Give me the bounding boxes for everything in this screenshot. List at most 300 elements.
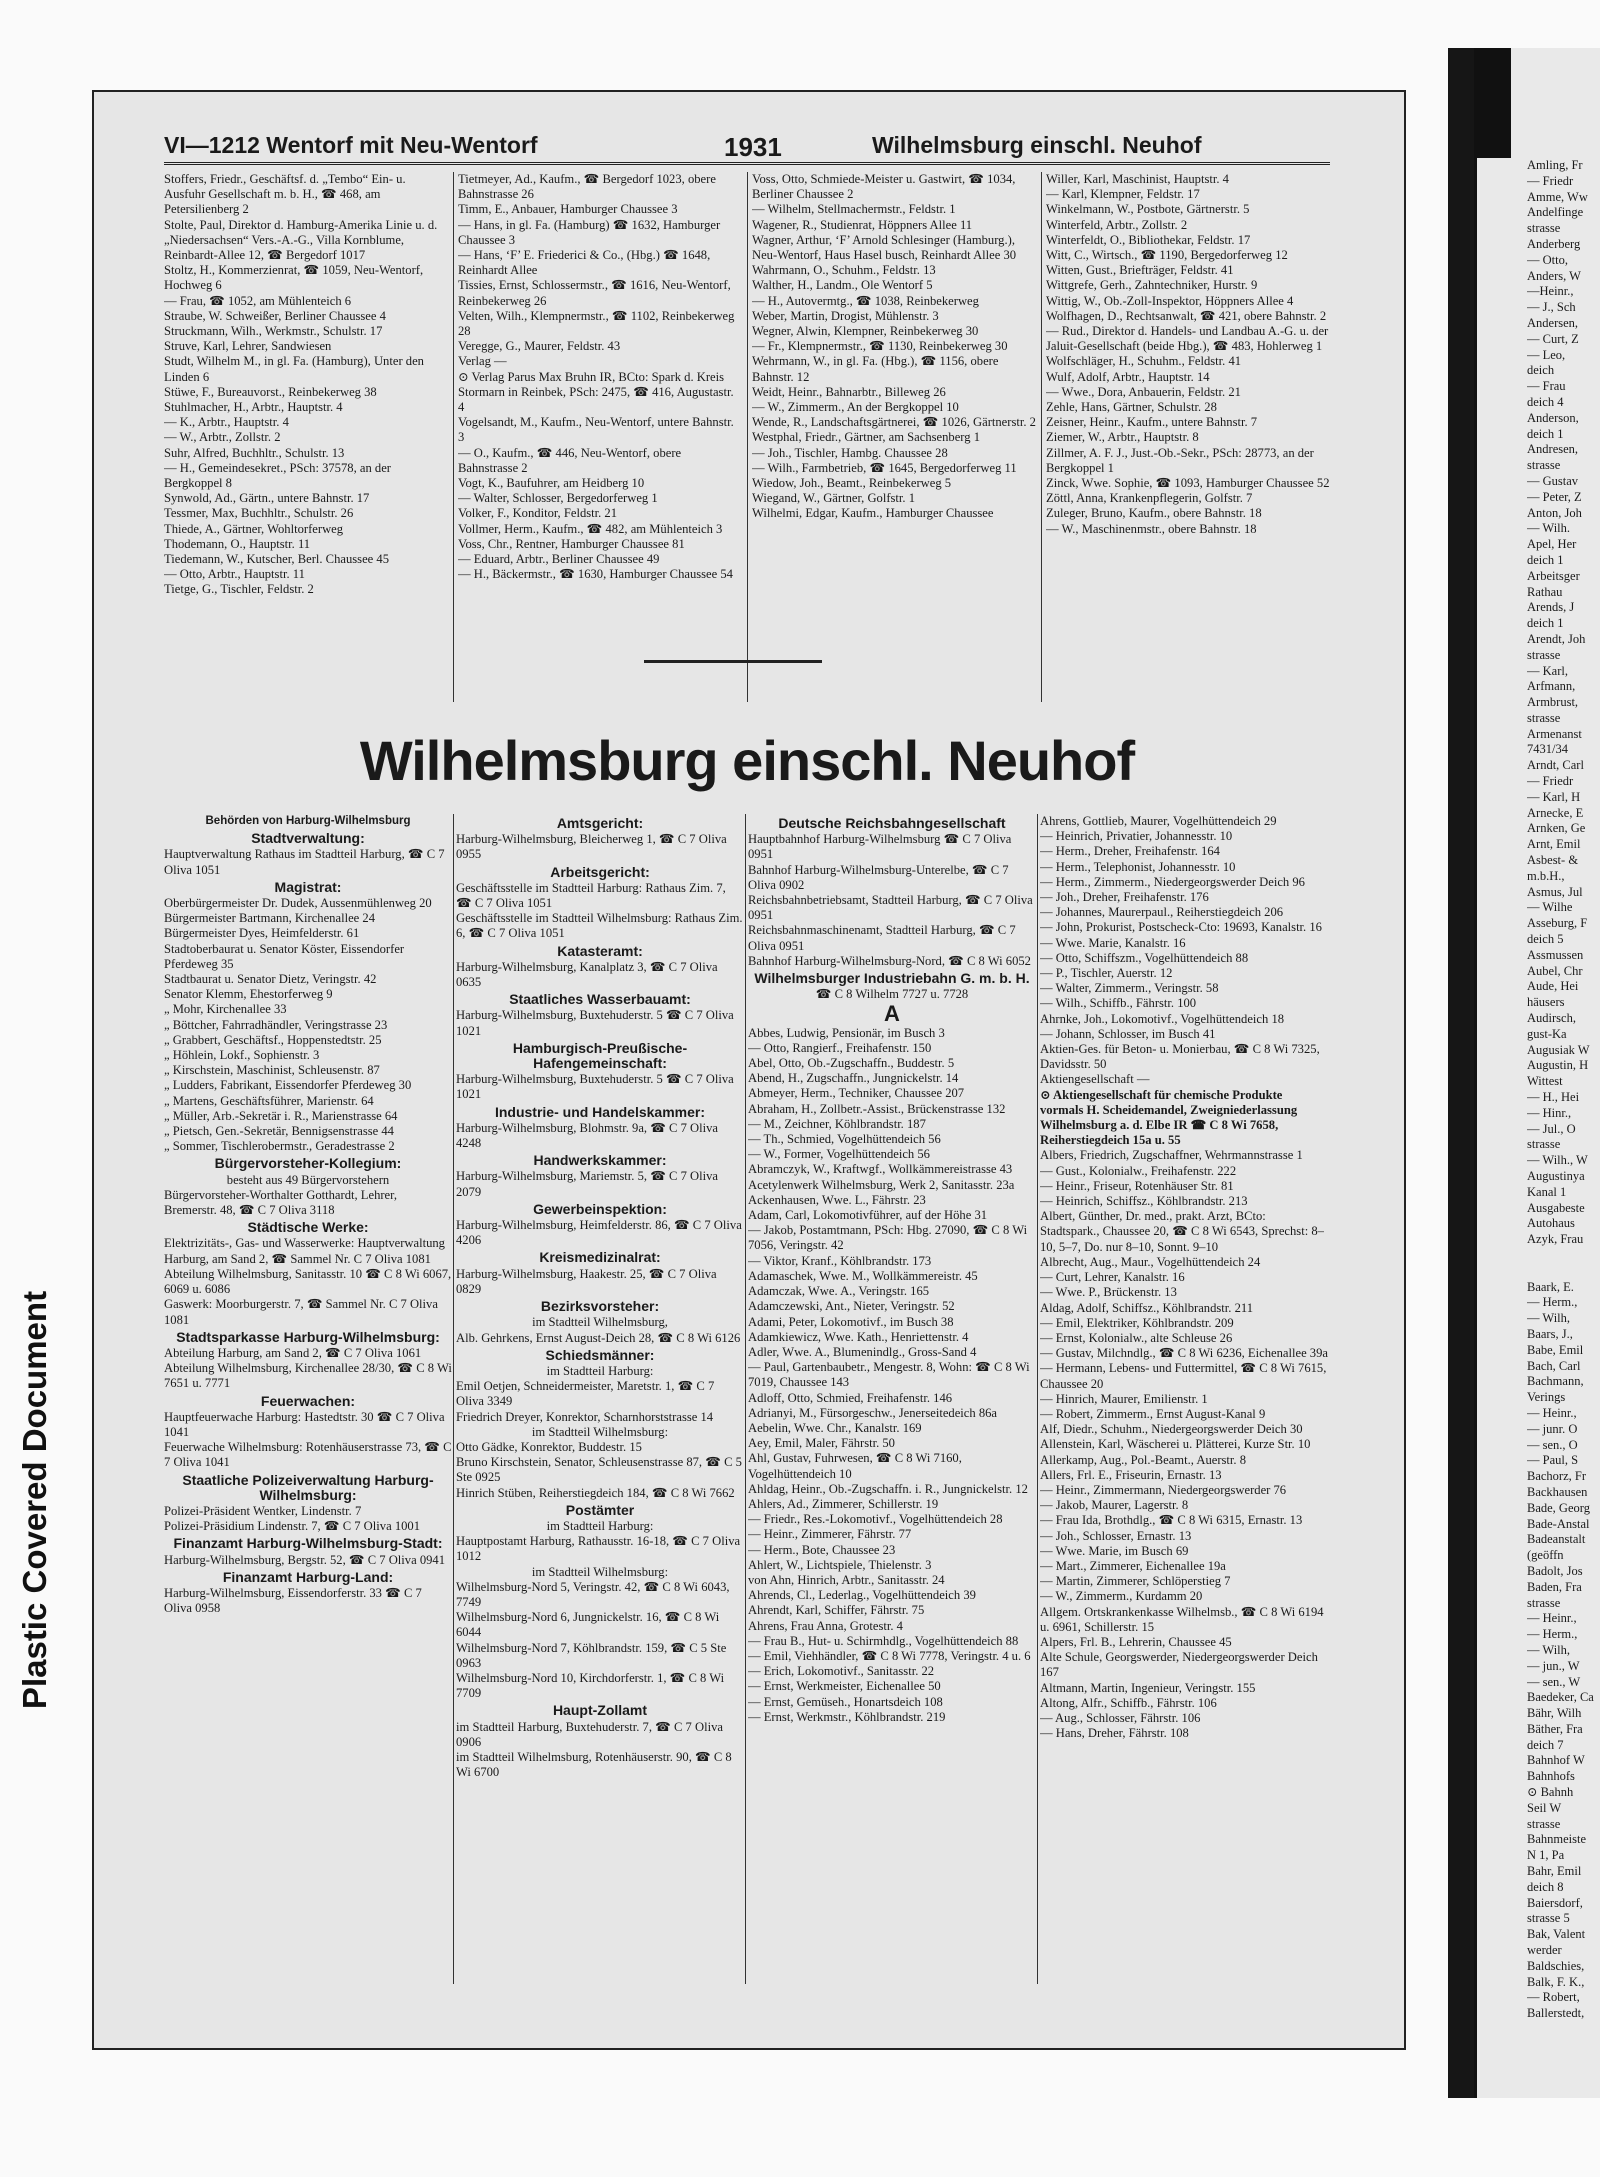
directory-entry: — John, Prokurist, Postscheck-Cto: 19693, Kanalstr. 16 xyxy=(1040,920,1322,935)
directory-entry: Struckmann, Wilh., Werkmstr., Schulstr. 17 xyxy=(164,324,383,339)
next-page-fragment: — Hinr., xyxy=(1527,1105,1572,1120)
next-page-fragment: werder xyxy=(1527,1943,1562,1958)
directory-entry: Harburg-Wilhelmsburg, Heimfelderstr. 86, ☎ C 7 Oliva 4206 xyxy=(456,1218,742,1248)
directory-entry: — Gust., Kolonialw., Freihafenstr. 222 xyxy=(1040,1163,1237,1178)
directory-entry: „ Martens, Geschäftsführer, Marienstr. 64 xyxy=(164,1093,374,1108)
directory-entry: — Curt, Lehrer, Kanalstr. 16 xyxy=(1040,1270,1185,1285)
book-spine xyxy=(1448,48,1474,2098)
directory-entry: Voss, Otto, Schmiede-Meister u. Gastwirt, ☎ 1034, Berliner Chaussee 2 xyxy=(752,172,1016,202)
next-page-fragment: strasse xyxy=(1527,1816,1561,1831)
directory-entry: Velten, Wilh., Klempnermstr., ☎ 1102, Reinbekerweg 28 xyxy=(458,308,735,339)
next-page-fragment xyxy=(1527,1264,1600,1280)
directory-entry: — Wwe. Marie, Kanalstr. 16 xyxy=(1040,935,1186,950)
page-content xyxy=(92,90,1406,2050)
directory-entry: Harburg-Wilhelmsburg, Buxtehuderstr. 5 ☎ C 7 Oliva 1021 xyxy=(456,1072,734,1102)
column-divider xyxy=(453,172,454,702)
directory-entry: — Hermann, Lebens- und Futtermittel, ☎ C 8 Wi 7615, Chaussee 20 xyxy=(1040,1361,1327,1391)
directory-entry: Winterfeld, Arbtr., Zollstr. 2 xyxy=(1046,217,1188,232)
directory-entry: — Emil, Viehhändler, ☎ C 8 Wi 7778, Veringstr. 4 u. 6 xyxy=(748,1648,1031,1663)
next-page-fragment: — Friedr xyxy=(1527,774,1574,789)
next-page-fragment: Bade-Anstal xyxy=(1527,1516,1590,1531)
highlighted-entry: ⊙ Aktiengesellschaft für chemische Produkte vormals H. Scheidemandel, Zweigniederlassung Wilhelmsburg a. d. Elbe IR ☎ C 8 Wi 7658, Reiherstiegdeich 15a u. 55 xyxy=(1040,1087,1298,1148)
section-note: im Stadtteil Wilhelmsburg: xyxy=(531,1424,669,1439)
next-page-fragment: Apel, Her xyxy=(1527,537,1577,552)
upper-column-1 xyxy=(164,172,448,697)
next-page-fragment: deich 1 xyxy=(1527,426,1564,441)
next-page-fragment: Bach, Carl xyxy=(1527,1358,1581,1373)
directory-entry: Volker, F., Konditor, Feldstr. 21 xyxy=(458,506,618,521)
next-page-fragment: Baars, J., xyxy=(1527,1326,1573,1341)
directory-entry: — W., Arbtr., Zollstr. 2 xyxy=(164,430,281,445)
directory-entry: — Wilh., Schiffb., Fährstr. 100 xyxy=(1040,996,1197,1011)
directory-entry: Albrecht, Aug., Maur., Vogelhüttendeich 24 xyxy=(1040,1254,1261,1269)
directory-entry: Zinck, Wwe. Sophie, ☎ 1093, Hamburger Chaussee 52 xyxy=(1046,476,1330,491)
directory-entry: — Wilh., Farmbetrieb, ☎ 1645, Bergedorferweg 11 xyxy=(752,460,1017,475)
next-page-fragment: — J., Sch xyxy=(1527,300,1576,315)
directory-entry: Ackenhausen, Wwe. L., Fährstr. 23 xyxy=(748,1192,926,1207)
directory-entry: Harburg-Wilhelmsburg, Kanalplatz 3, ☎ C 7 Oliva 0635 xyxy=(456,959,718,990)
lower-section xyxy=(164,814,1330,1984)
next-page-fragment: m.b.H., xyxy=(1527,868,1565,883)
next-page-fragment: Arnken, Ge xyxy=(1527,821,1586,836)
directory-entry: „ Müller, Arb.-Sekretär i. R., Marienstrasse 64 xyxy=(164,1108,398,1123)
directory-entry: Timm, E., Anbauer, Hamburger Chaussee 3 xyxy=(458,202,678,217)
next-page-fragment: Augusiak W xyxy=(1527,1042,1590,1057)
directory-entry: Bruno Kirschstein, Senator, Schleusenstrasse 87, ☎ C 5 Ste 0925 xyxy=(456,1455,742,1485)
directory-entry: im Stadtteil Harburg, Buxtehuderstr. 7, ☎ C 7 Oliva 0906 xyxy=(456,1719,723,1749)
section-note: im Stadtteil Wilhelmsburg: xyxy=(531,1564,669,1579)
directory-entry: — Fr., Klempnermstr., ☎ 1130, Reinbekerweg 30 xyxy=(752,339,1008,354)
next-page-fragment: — Wilh, xyxy=(1527,1311,1571,1326)
side-label xyxy=(10,1240,60,1760)
directory-entry: Stoffers, Friedr., Geschäftsf. d. „Tembo“ Ein- u. Ausfuhr Gesellschaft m. b. H., ☎ 468, am Petersilienberg 2 xyxy=(164,172,406,217)
directory-entry: Stoltz, H., Kommerzienrat, ☎ 1059, Neu-Wentorf, Hochweg 6 xyxy=(164,263,424,293)
next-page-fragment: 7431/34 xyxy=(1527,742,1568,757)
next-page-fragment: — Curt, Z xyxy=(1527,331,1579,346)
next-page-fragment: — H., Hei xyxy=(1527,1090,1580,1105)
section-heading: Arbeitsgericht: xyxy=(550,863,650,880)
directory-entry: von Ahn, Hinrich, Arbtr., Sanitasstr. 24 xyxy=(748,1572,945,1587)
directory-entry: Wehrmann, W., in gl. Fa. (Hbg.), ☎ 1156, obere Bahnstr. 12 xyxy=(752,354,999,384)
directory-entry: Zuleger, Bruno, Kaufm., obere Bahnstr. 18 xyxy=(1046,506,1262,521)
next-page-fragment: Aubel, Chr xyxy=(1527,963,1583,978)
next-page-fragment: — Paul, S xyxy=(1527,1453,1579,1468)
directory-entry: Adloff, Otto, Schmied, Freihafenstr. 146 xyxy=(748,1390,953,1405)
section-heading: Magistrat: xyxy=(274,878,342,895)
next-page-fragment: häusers xyxy=(1527,995,1565,1010)
next-page-entries xyxy=(1477,48,1600,2022)
directory-entry: — Herm., Zimmerm., Niedergeorgswerder Deich 96 xyxy=(1040,874,1305,889)
directory-entry: Albert, Günther, Dr. med., prakt. Arzt, BCto: Stadtspark., Chaussee 20, ☎ C 8 Wi 6543, Sprechst: 8–10, 5–7, Do. nur 8–10, Sonnt. 9–10 xyxy=(1040,1209,1324,1254)
directory-entry: — H., Gemeindesekret., PSch: 37578, an der Bergkoppel 8 xyxy=(164,460,391,491)
next-page-fragment: — Otto, xyxy=(1527,252,1568,267)
directory-entry: — Otto, Schiffszm., Vogelhüttendeich 88 xyxy=(1040,950,1249,965)
section-heading: Schiedsmänner: xyxy=(545,1346,655,1363)
directory-entry: Abramczyk, W., Kraftwgf., Wollkämmereistrasse 43 xyxy=(748,1162,1013,1177)
next-page-fragment: Arendt, Joh xyxy=(1527,631,1586,646)
directory-entry: — Paul, Gartenbaubetr., Mengestr. 8, Wohn: ☎ C 8 Wi 7019, Chaussee 143 xyxy=(748,1360,1030,1390)
directory-entry: Adamczak, Wwe. A., Veringstr. 165 xyxy=(748,1284,930,1299)
next-page-fragment: deich 1 xyxy=(1527,616,1564,631)
next-page-fragment: Arndt, Carl xyxy=(1527,758,1584,773)
next-page-fragment: Baedeker, Ca xyxy=(1527,1690,1594,1705)
section-heading: Finanzamt Harburg-Wilhelmsburg-Stadt: xyxy=(173,1535,443,1552)
next-page-fragment: deich 5 xyxy=(1527,932,1564,947)
directory-entry: Harburg-Wilhelmsburg, Haakestr. 25, ☎ C 7 Oliva 0829 xyxy=(456,1266,717,1296)
directory-entry: Adam, Carl, Lokomotivführer, auf der Höhe 31 xyxy=(748,1208,988,1223)
directory-entry: — Heinrich, Privatier, Johannesstr. 10 xyxy=(1040,829,1233,844)
next-page-black-tab xyxy=(1474,48,1511,158)
next-page-fragment: Arfmann, xyxy=(1527,679,1576,694)
next-page-fragment: — Wilhe xyxy=(1527,900,1573,915)
next-page-fragment: strasse xyxy=(1527,221,1561,236)
directory-entry: Abmeyer, Herm., Techniker, Chaussee 207 xyxy=(748,1086,965,1101)
column-divider xyxy=(1037,814,1038,1984)
directory-entry: Bahnhof Harburg-Wilhelmsburg-Unterelbe, ☎ C 7 Oliva 0902 xyxy=(748,862,1009,892)
next-page-fragment: — sen., W xyxy=(1527,1674,1581,1689)
directory-entry: „ Grabbert, Geschäftsf., Hoppenstedtstr. 25 xyxy=(164,1032,382,1047)
directory-entry: Alte Schule, Georgswerder, Niedergeorgswerder Deich 167 xyxy=(1040,1650,1318,1680)
directory-entry: Reichsbahnmaschinenamt, Stadtteil Harburg, ☎ C 7 Oliva 0951 xyxy=(748,923,1016,953)
directory-entry: — Joh., Dreher, Freihafenstr. 176 xyxy=(1040,890,1209,905)
section-heading: Handwerkskammer: xyxy=(533,1152,667,1169)
directory-entry: Polizei-Präsident Wentker, Lindenstr. 7 xyxy=(164,1503,362,1518)
directory-entry: Adamczewski, Ant., Nieter, Veringstr. 52 xyxy=(748,1299,955,1314)
next-page-fragment: Bäther, Fra xyxy=(1527,1721,1583,1736)
next-page-fragment: strasse xyxy=(1527,1595,1561,1610)
section-heading: Staatliche Polizeiverwaltung Harburg-Wilhelmsburg: xyxy=(182,1471,434,1503)
next-page-fragment: Arnecke, E xyxy=(1527,805,1584,820)
directory-entry: Feuerwache Wilhelmsburg: Rotenhäuserstrasse 73, ☎ C 7 Oliva 1041 xyxy=(164,1440,452,1470)
directory-entry: Adrianyi, M., Fürsorgeschw., Jenerseitedeich 86a xyxy=(748,1405,998,1420)
next-page-fragment: — Gustav xyxy=(1527,473,1579,488)
directory-entry: — Viktor, Kranf., Köhlbrandstr. 173 xyxy=(748,1253,932,1268)
directory-entry: — Wwe., Dora, Anbauerin, Feldstr. 21 xyxy=(1046,384,1241,399)
section-note: ☎ C 8 Wilhelm 7727 u. 7728 xyxy=(815,987,969,1002)
directory-entry: Synwold, Ad., Gärtn., untere Bahnstr. 17 xyxy=(164,491,370,506)
directory-entry: Hinrich Stüben, Reiherstiegdeich 184, ☎ C 8 Wi 7662 xyxy=(456,1485,735,1500)
directory-entry: — Walter, Schlosser, Bergedorferweg 1 xyxy=(458,491,658,506)
next-page-fragment: Anders, W xyxy=(1527,268,1581,283)
directory-entry: Vogelsandt, M., Kaufm., Neu-Wentorf, untere Bahnstr. 3 xyxy=(458,415,734,445)
directory-entry: „ Mohr, Kirchenallee 33 xyxy=(164,1002,287,1017)
directory-entry: Wittig, W., Ob.-Zoll-Inspektor, Höppners Allee 4 xyxy=(1046,293,1294,308)
directory-entry: Wilhelmsburg-Nord 7, Köhlbrandstr. 159, ☎ C 5 Ste 0963 xyxy=(456,1640,727,1670)
next-page-fragment: — jun., W xyxy=(1527,1658,1580,1673)
next-page-fragment: Backhausen xyxy=(1527,1484,1588,1499)
next-page-fragment: strasse xyxy=(1527,710,1561,725)
directory-entry: Winterfeldt, O., Bibliothekar, Feldstr. 17 xyxy=(1046,232,1251,247)
next-page-fragment: Badolt, Jos xyxy=(1527,1563,1583,1578)
next-page-fragment: — Karl, xyxy=(1527,663,1568,678)
directory-entry: Abel, Otto, Ob.-Zugschaffn., Buddestr. 5 xyxy=(748,1056,955,1071)
next-page-fragment: Andelfinge xyxy=(1527,205,1584,220)
section-heading: Stadtsparkasse Harburg-Wilhelmsburg: xyxy=(176,1328,440,1345)
directory-entry: Aldag, Adolf, Schiffsz., Köhlbrandstr. 211 xyxy=(1040,1300,1254,1315)
directory-entry: Witt, C., Wirtsch., ☎ 1190, Bergedorferweg 12 xyxy=(1046,248,1288,263)
directory-entry: — Hinrich, Maurer, Emilienstr. 1 xyxy=(1040,1391,1208,1406)
directory-entry: Aey, Emil, Maler, Fährstr. 50 xyxy=(748,1436,895,1451)
directory-entry: Wilhelmi, Edgar, Kaufm., Hamburger Chaussee xyxy=(752,506,994,521)
next-page-fragment: strasse xyxy=(1527,458,1561,473)
next-page-fragment: Baiersdorf, xyxy=(1527,1895,1583,1910)
next-page-fragment: — Heinr., xyxy=(1527,1405,1577,1420)
next-page-fragment: Azyk, Frau xyxy=(1527,1232,1584,1247)
directory-entry: Allenstein, Karl, Wäscherei u. Plätterei, Kurze Str. 10 xyxy=(1040,1437,1311,1452)
directory-entry: Harburg-Wilhelmsburg, Bleicherweg 1, ☎ C 7 Oliva 0955 xyxy=(456,832,727,862)
section-heading: Wilhelmsburger Industriebahn G. m. b. H. xyxy=(754,970,1030,987)
directory-entry: Westphal, Friedr., Gärtner, am Sachsenberg 1 xyxy=(752,430,981,445)
section-heading: Industrie- und Handelskammer: xyxy=(494,1103,706,1120)
directory-entry: — Hans, in gl. Fa. (Hamburg) ☎ 1632, Hamburger Chaussee 3 xyxy=(458,217,721,247)
next-page-fragment: Augustin, H xyxy=(1527,1058,1589,1073)
upper-column-2 xyxy=(458,172,742,697)
directory-entry: Stadtbaurat u. Senator Dietz, Veringstr. 42 xyxy=(164,972,377,987)
column-divider xyxy=(745,814,746,1984)
directory-entry: Ahrnke, Joh., Lokomotivf., Vogelhüttendeich 18 xyxy=(1040,1011,1285,1026)
directory-entry: Zehle, Hans, Gärtner, Schulstr. 28 xyxy=(1046,400,1217,415)
lower-column-2 xyxy=(456,814,744,1979)
directory-entry: Wagner, Arthur, ‘F’ Arnold Schlesinger (Hamburg.), Neu-Wentorf, Haus Hasel busch, Reinhardt Allee 30 xyxy=(752,232,1017,263)
directory-entry: Weber, Martin, Drogist, Mühlenstr. 3 xyxy=(752,308,939,323)
lower-column-4 xyxy=(1040,814,1328,1979)
directory-entry: Adami, Peter, Lokomotivf., im Busch 38 xyxy=(748,1314,954,1329)
directory-entry: Alf, Diedr., Schuhm., Niedergeorgswerder Deich 30 xyxy=(1040,1422,1303,1437)
directory-entry: — Herm., Dreher, Freihafenstr. 164 xyxy=(1040,844,1220,859)
directory-entry: Ahrens, Gottlieb, Maurer, Vogelhüttendeich 29 xyxy=(1040,814,1277,828)
section-heading: Deutsche Reichsbahngesellschaft xyxy=(778,815,1006,831)
next-page-fragment: Bahnhof W xyxy=(1527,1753,1585,1768)
directory-entry: Zeisner, Heinr., Kaufm., untere Bahnstr. 7 xyxy=(1046,415,1258,430)
next-page-fragment: Asbest- & xyxy=(1527,853,1579,868)
next-page-fragment: Audirsch, xyxy=(1527,1011,1576,1026)
next-page-fragment: Ausgabeste xyxy=(1527,1200,1585,1215)
directory-entry: Thiede, A., Gärtner, Wohltorferweg xyxy=(164,521,344,536)
next-page-fragment: Bade, Georg xyxy=(1527,1500,1590,1515)
section-heading: Feuerwachen: xyxy=(260,1392,356,1409)
directory-entry: — Frau B., Hut- u. Schirmhdlg., Vogelhüttendeich 88 xyxy=(748,1633,1019,1648)
section-heading: Amtsgericht: xyxy=(556,815,644,831)
directory-entry: — Heinr., Friseur, Rotenhäuser Str. 81 xyxy=(1040,1178,1234,1193)
directory-entry: Albers, Friedrich, Zugschaffner, Wehrmannstrasse 1 xyxy=(1040,1148,1303,1163)
directory-entry: — Wilhelm, Stellmachermstr., Feldstr. 1 xyxy=(752,202,956,217)
next-page-fragment: Babe, Emil xyxy=(1527,1342,1584,1357)
next-page-fragment: Arends, J xyxy=(1527,600,1575,615)
directory-entry: Zöttl, Anna, Krankenpflegerin, Golfstr. 7 xyxy=(1046,491,1253,506)
directory-entry: Suhr, Alfred, Buchhltr., Schulstr. 13 xyxy=(164,445,345,460)
section-title: Wilhelmsburg einschl. Neuhof xyxy=(359,729,1135,792)
section-note: besteht aus 49 Bürgervorstehern xyxy=(226,1172,390,1187)
directory-entry: — W., Former, Vogelhüttendeich 56 xyxy=(748,1147,930,1162)
next-page-fragment: Baden, Fra xyxy=(1527,1579,1582,1594)
directory-entry: Ahlert, W., Lichtspiele, Thielenstr. 3 xyxy=(748,1557,932,1572)
directory-entry: Harburg-Wilhelmsburg, Mariemstr. 5, ☎ C 7 Oliva 2079 xyxy=(456,1169,719,1199)
next-page-fragment: — Frau xyxy=(1527,379,1566,394)
upper-column-4 xyxy=(1046,172,1330,697)
directory-entry: Ahrens, Frau Anna, Grotestr. 4 xyxy=(748,1618,903,1633)
upper-column-3 xyxy=(752,172,1036,697)
directory-entry: Weidt, Heinr., Bahnarbtr., Billeweg 26 xyxy=(752,384,946,399)
directory-entry: — Jakob, Postamtmann, PSch: Hbg. 27090, ☎ C 8 Wi 7056, Veringstr. 42 xyxy=(748,1223,1028,1253)
directory-entry: — Joh., Schlosser, Ernastr. 13 xyxy=(1040,1528,1192,1543)
next-page-fragment: Seil W xyxy=(1527,1800,1562,1815)
next-page-fragment: Ballerstedt, xyxy=(1527,2006,1585,2021)
directory-entry: Vogt, K., Baufuhrer, am Heidberg 10 xyxy=(458,476,645,491)
directory-entry: Adamkiewicz, Wwe. Kath., Henriettenstr. 4 xyxy=(748,1329,969,1344)
directory-entry: Geschäftsstelle im Stadtteil Harburg: Rathaus Zim. 7, ☎ C 7 Oliva 1051 xyxy=(456,880,726,911)
next-page-fragment: — Leo, xyxy=(1527,347,1566,362)
directory-entry: Allers, Frl. E., Friseurin, Ernastr. 13 xyxy=(1040,1467,1222,1482)
directory-entry: — Karl, Klempner, Feldstr. 17 xyxy=(1046,187,1200,202)
directory-entry: Verlag — xyxy=(458,354,507,369)
next-page-fragment: Bachmann, xyxy=(1527,1374,1584,1389)
next-page-fragment: Bak, Valent xyxy=(1527,1927,1586,1942)
directory-entry: Tietge, G., Tischler, Feldstr. 2 xyxy=(164,582,314,597)
next-page-fragment: Asseburg, F xyxy=(1527,916,1588,931)
directory-entry: Winkelmann, W., Postbote, Gärtnerstr. 5 xyxy=(1046,202,1250,217)
directory-entry: Otto Gädke, Konrektor, Buddestr. 15 xyxy=(456,1439,642,1454)
directory-entry: Allerkamp, Aug., Pol.-Beamt., Auerstr. 8 xyxy=(1040,1452,1247,1467)
directory-entry: — Herm., Telephonist, Johannesstr. 10 xyxy=(1040,859,1236,874)
directory-entry: Vollmer, Herm., Kaufm., ☎ 482, am Mühlenteich 3 xyxy=(458,521,723,536)
directory-entry: Straube, W. Schweißer, Berliner Chaussee 4 xyxy=(164,308,386,323)
section-heading: Bürgervorsteher-Kollegium: xyxy=(214,1155,402,1172)
next-page-fragment: Asmus, Jul xyxy=(1527,884,1583,899)
next-page-fragment: —Heinr., xyxy=(1527,284,1574,299)
directory-entry: Ziemer, W., Arbtr., Hauptstr. 8 xyxy=(1046,430,1199,445)
section-heading: Bezirksvorsteher: xyxy=(540,1298,660,1315)
directory-entry: Elektrizitäts-, Gas- und Wasserwerke: Hauptverwaltung Harburg, am Sand 2, ☎ Sammel Nr. C 7 Oliva 1081 xyxy=(164,1236,445,1266)
directory-entry: — H., Autovermtg., ☎ 1038, Reinbekerweg xyxy=(752,293,979,308)
directory-entry: — Wwe. Marie, im Busch 69 xyxy=(1040,1543,1189,1558)
directory-entry: — Ernst, Werkmeister, Eichenallee 50 xyxy=(748,1679,941,1694)
section-heading: Hamburgisch-Preußische-Hafengemeinschaft: xyxy=(512,1039,688,1072)
directory-entry: „ Böttcher, Fahrradhändler, Veringstrasse 23 xyxy=(164,1017,388,1032)
directory-entry: — W., Zimmerm., Kurdamm 20 xyxy=(1040,1589,1203,1604)
directory-entry: — W., Zimmerm., An der Bergkoppel 10 xyxy=(752,400,959,415)
next-page-fragment: — Robert, xyxy=(1527,1990,1580,2005)
directory-entry: — Ernst, Gemüseh., Honartsdeich 108 xyxy=(748,1694,943,1709)
directory-entry: Wiegand, W., Gärtner, Golfstr. 1 xyxy=(752,491,916,506)
next-page-fragment: Andersen, xyxy=(1527,315,1579,330)
next-page-fragment: strasse xyxy=(1527,647,1561,662)
next-page-fragment: deich 4 xyxy=(1527,394,1564,409)
directory-entry: — Wwe. P., Brückenstr. 13 xyxy=(1040,1285,1177,1300)
next-page-fragment: N 1, Pa xyxy=(1527,1848,1565,1863)
next-page-fragment: Baldschies, xyxy=(1527,1958,1585,1973)
header-rule xyxy=(164,162,1330,165)
directory-entry: Adler, Wwe. A., Blumenindlg., Gross-Sand 4 xyxy=(748,1344,977,1359)
next-page-fragment: strasse xyxy=(1527,1137,1561,1152)
next-page-fragment: Bachorz, Fr xyxy=(1527,1469,1587,1484)
directory-entry: — Eduard, Arbtr., Berliner Chaussee 49 xyxy=(458,552,660,567)
next-page-fragment: Anderson, xyxy=(1527,410,1579,425)
section-heading: Finanzamt Harburg-Land: xyxy=(222,1568,394,1585)
directory-entry: im Stadtteil Wilhelmsburg, Rotenhäuserstr. 90, ☎ C 8 Wi 6700 xyxy=(456,1749,732,1780)
directory-entry: Hauptfeuerwache Harburg: Hastedtstr. 30 ☎ C 7 Oliva 1041 xyxy=(164,1409,445,1439)
next-page-fragment: — Herm., xyxy=(1527,1295,1578,1310)
next-page-fragment: deich 8 xyxy=(1527,1879,1564,1894)
section-heading: Katasteramt: xyxy=(557,942,643,959)
directory-entry: Wilhelmsburg-Nord 6, Jungnickelstr. 16, ☎ C 8 Wi 6044 xyxy=(456,1610,720,1640)
directory-entry: Friedrich Dreyer, Konrektor, Scharnhorststrasse 14 xyxy=(456,1409,714,1424)
directory-entry: Gaswerk: Moorburgerstr. 7, ☎ Sammel Nr. C 7 Oliva 1081 xyxy=(164,1297,438,1327)
directory-entry: — Otto, Arbtr., Hauptstr. 11 xyxy=(164,567,305,582)
next-page-fragment: Baark, E. xyxy=(1527,1279,1574,1294)
next-page-fragment: Balk, F. K., xyxy=(1527,1974,1585,1989)
next-page-fragment: Andresen, xyxy=(1527,442,1579,457)
directory-entry: Altmann, Martin, Ingenieur, Veringstr. 155 xyxy=(1040,1680,1256,1695)
directory-entry: Ahlers, Ad., Zimmerer, Schillerstr. 19 xyxy=(748,1496,939,1511)
section-heading: Städtische Werke: xyxy=(247,1219,369,1236)
page-header xyxy=(164,132,1330,166)
section-heading: Haupt-Zollamt xyxy=(552,1702,648,1719)
directory-entry: Wahrmann, O., Schuhm., Feldstr. 13 xyxy=(752,263,936,278)
directory-entry: ⊙ Verlag Parus Max Bruhn IR, BCto: Spark d. Kreis Stormarn in Reinbek, PSch: 2475, ☎ 416, Augustastr. 4 xyxy=(458,369,734,415)
directory-entry: — Hans, ‘F’ E. Friederici & Co., (Hbg.) ☎ 1648, Reinhardt Allee xyxy=(458,248,711,278)
directory-entry: Abteilung Harburg, am Sand 2, ☎ C 7 Oliva 1061 xyxy=(164,1345,422,1360)
directory-entry: Oberbürgermeister Dr. Dudek, Aussenmühlenweg 20 xyxy=(164,896,432,911)
directory-entry: — Erich, Lokomotivf., Sanitasstr. 22 xyxy=(748,1664,935,1679)
next-page-fragment: Bahnhofs xyxy=(1527,1769,1575,1784)
directory-entry: Bahnhof Harburg-Wilhelmsburg-Nord, ☎ C 8 Wi 6052 xyxy=(748,953,1031,968)
directory-entry: — Robert, Zimmerm., Ernst August-Kanal 9 xyxy=(1040,1406,1266,1421)
directory-entry: Harburg-Wilhelmsburg, Eissendorferstr. 33 ☎ C 7 Oliva 0958 xyxy=(164,1585,422,1616)
directory-entry: — Martin, Zimmerer, Schlöperstieg 7 xyxy=(1040,1574,1231,1589)
directory-entry: Hauptverwaltung Rathaus im Stadtteil Harburg, ☎ C 7 Oliva 1051 xyxy=(164,847,445,877)
next-page-fragment: — Peter, Z xyxy=(1527,489,1582,504)
directory-entry: Voss, Chr., Rentner, Hamburger Chaussee 81 xyxy=(458,536,685,551)
directory-entry: Wagener, R., Studienrat, Höppners Allee 11 xyxy=(752,217,973,232)
directory-entry: Polizei-Präsidium Lindenstr. 7, ☎ C 7 Oliva 1001 xyxy=(164,1519,421,1534)
directory-entry: Allgem. Ortskrankenkasse Wilhelmsb., ☎ C 8 Wi 6194 u. 6961, Schillerstr. 15 xyxy=(1040,1604,1324,1634)
directory-entry: Aebelin, Wwe. Chr., Kanalstr. 169 xyxy=(748,1420,922,1435)
directory-entry: — Frau, ☎ 1052, am Mühlenteich 6 xyxy=(164,293,352,308)
directory-entry: Abend, H., Zugschaffn., Jungnickelstr. 14 xyxy=(748,1071,959,1086)
directory-entry: Tiedemann, W., Kutscher, Berl. Chaussee 45 xyxy=(164,552,389,567)
directory-entry: Emil Oetjen, Schneidermeister, Maretstr. 1, ☎ C 7 Oliva 3349 xyxy=(456,1379,715,1409)
directory-entry: Alb. Gehrkens, Ernst August-Deich 28, ☎ C 8 Wi 6126 xyxy=(456,1330,741,1345)
directory-entry: Wulf, Adolf, Arbtr., Hauptstr. 14 xyxy=(1046,369,1210,384)
next-page-fragment: — sen., O xyxy=(1527,1437,1578,1452)
next-page-fragment: Augustinya xyxy=(1527,1169,1585,1183)
directory-entry: Stadtoberbaurat u. Senator Köster, Eissendorfer Pferdeweg 35 xyxy=(164,941,405,971)
directory-entry: „ Kirschstein, Maschinist, Schleusenstr. 87 xyxy=(164,1063,380,1078)
directory-entry: Abraham, H., Zollbetr.-Assist., Brückenstrasse 132 xyxy=(748,1101,1006,1116)
next-page-fragment: gust-Ka xyxy=(1527,1026,1567,1041)
next-page-fragment: Anderberg xyxy=(1527,236,1581,251)
next-page-fragment: Assmussen xyxy=(1527,947,1584,962)
next-page-fragment: Amling, Fr xyxy=(1527,158,1583,172)
directory-entry: — K., Arbtr., Hauptstr. 4 xyxy=(164,415,289,430)
section-note: im Stadtteil Harburg: xyxy=(546,1518,654,1533)
next-page-fragment: (geöffn xyxy=(1527,1548,1564,1563)
directory-entry: — Jakob, Maurer, Lagerstr. 8 xyxy=(1040,1498,1189,1513)
directory-entry: „ Pietsch, Gen.-Sekretär, Bennigsenstrasse 44 xyxy=(164,1124,394,1139)
next-page-fragment: — Herm., xyxy=(1527,1627,1578,1642)
directory-entry: Wegner, Alwin, Klempner, Reinbekerweg 30 xyxy=(752,324,979,339)
directory-entry: — W., Maschinenmstr., obere Bahnstr. 18 xyxy=(1046,521,1257,536)
directory-entry: Thodemann, O., Hauptstr. 11 xyxy=(164,536,311,551)
directory-entry: Wittgrefe, Gerh., Zahntechniker, Hurstr. 9 xyxy=(1046,278,1258,293)
next-page-fragment: Armenanst xyxy=(1527,726,1582,741)
directory-entry: — Johann, Schlosser, im Busch 41 xyxy=(1040,1026,1216,1041)
alphabet-letter: A xyxy=(884,1001,900,1027)
side-label-text: Plastic Covered Document xyxy=(16,1290,53,1710)
directory-entry: Aktiengesellschaft — xyxy=(1040,1072,1150,1087)
directory-entry: Ahl, Gustav, Fuhrwesen, ☎ C 8 Wi 7160, Vogelhüttendeich 10 xyxy=(748,1451,962,1481)
next-page-fragment: — Jul., O xyxy=(1527,1121,1576,1136)
